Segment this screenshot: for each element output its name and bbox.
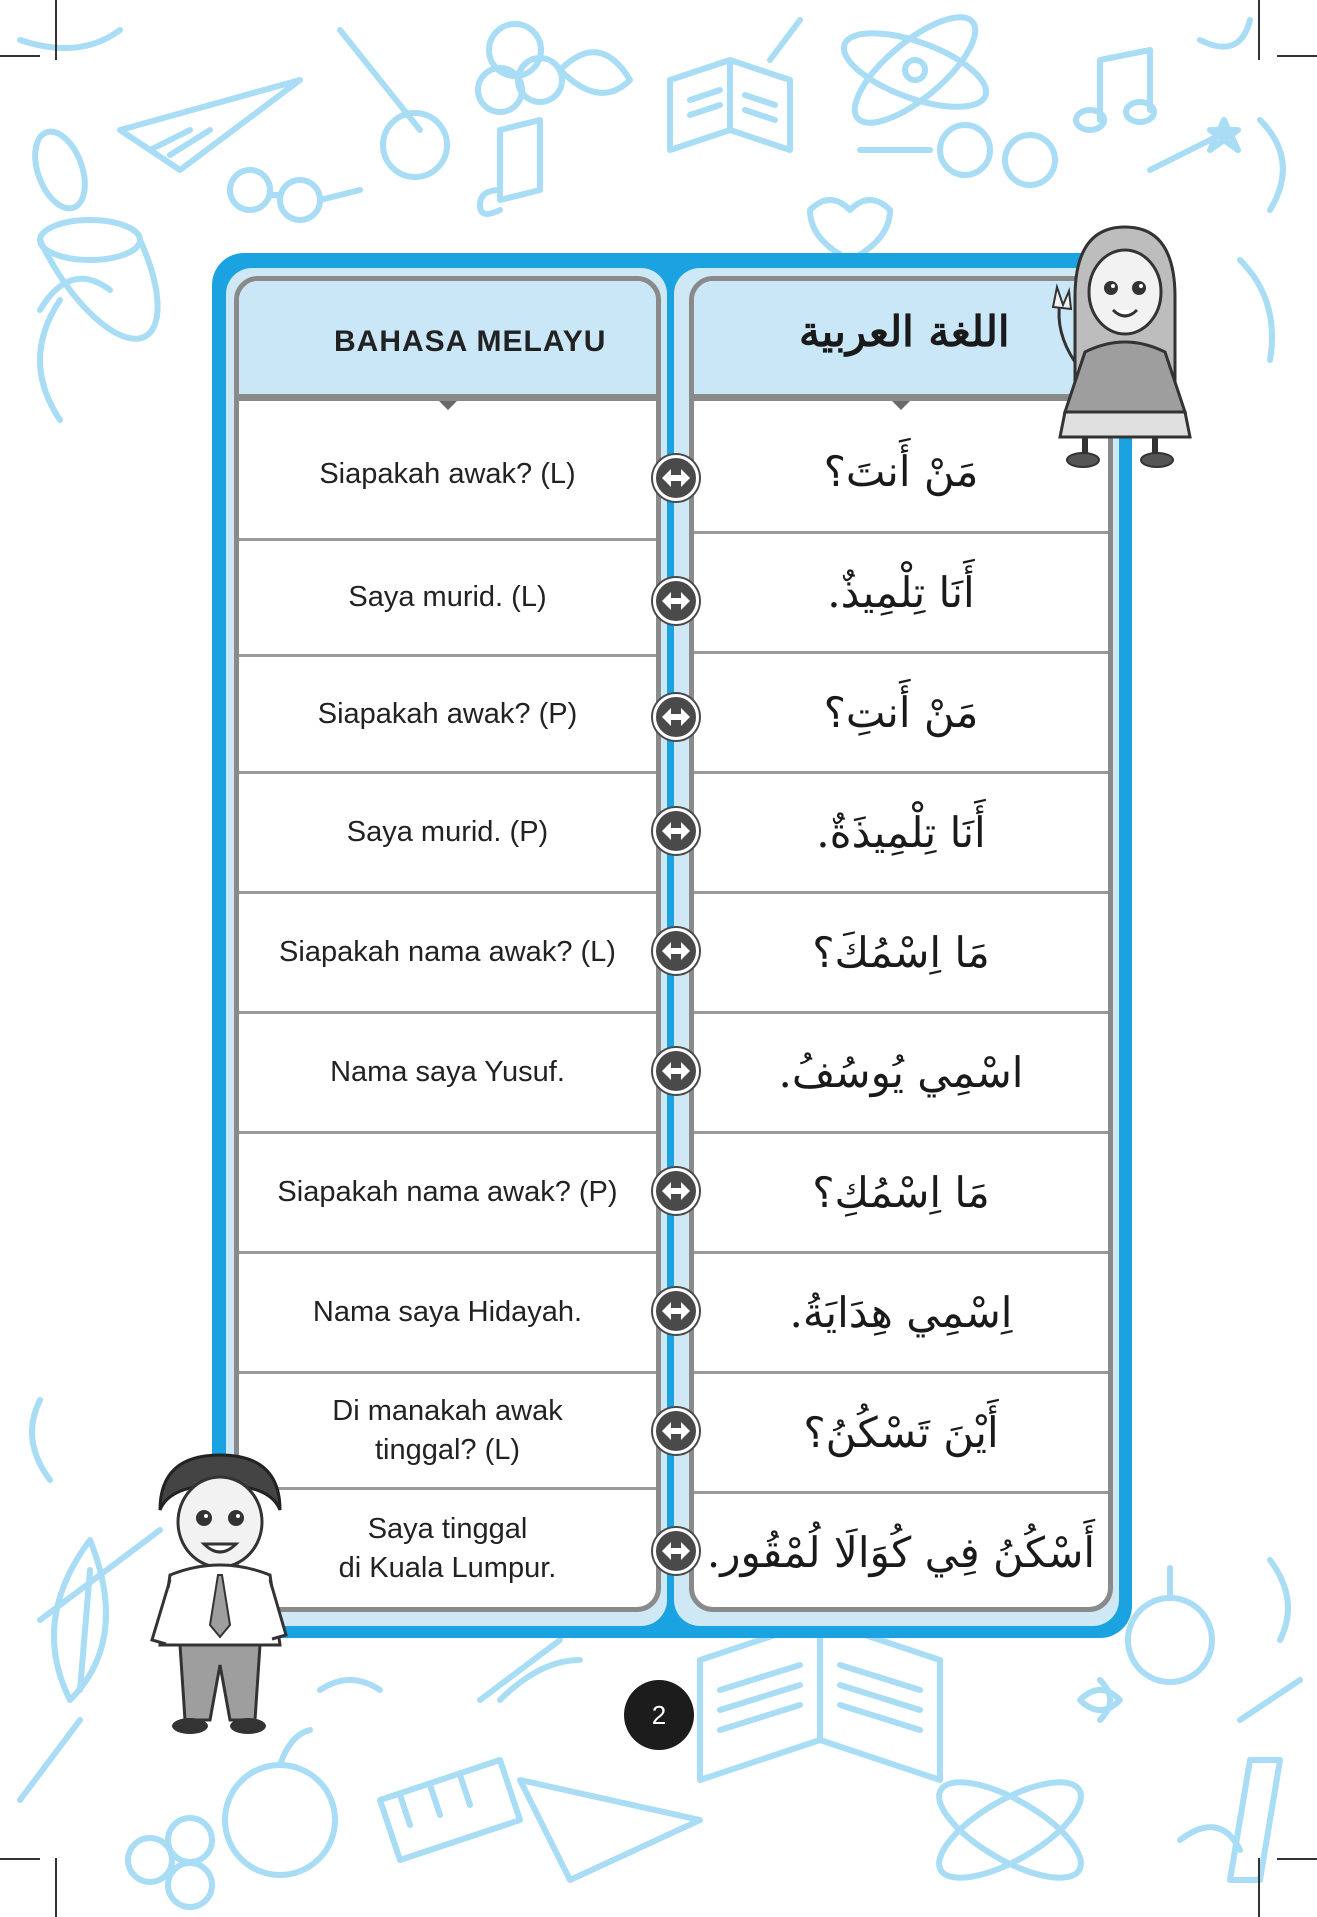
malay-phrase: Saya tinggal di Kuala Lumpur. bbox=[338, 1512, 557, 1584]
arabic-phrase: أَيْنَ تَسْكُنُ؟ bbox=[803, 1408, 999, 1457]
girl-in-hijab-illustration bbox=[1045, 222, 1195, 472]
malay-row bbox=[239, 654, 656, 771]
arabic-row bbox=[694, 771, 1108, 891]
malay-phrase: Siapakah nama awak? (P) bbox=[277, 1176, 618, 1208]
arabic-row bbox=[694, 1011, 1108, 1131]
malay-row bbox=[239, 1131, 656, 1251]
page-number-badge bbox=[628, 1684, 690, 1746]
malay-phrase: Siapakah awak? (P) bbox=[317, 697, 578, 730]
arabic-phrase: مَا اِسْمُكِ؟ bbox=[812, 1168, 990, 1217]
arabic-phrase: مَنْ أَنتَ؟ bbox=[823, 446, 979, 496]
crop-mark bbox=[55, 0, 57, 60]
double-arrow-icon bbox=[653, 1408, 699, 1454]
malay-row bbox=[239, 538, 656, 654]
malay-row bbox=[239, 411, 656, 538]
double-arrow-icon bbox=[653, 1528, 699, 1574]
arabic-column bbox=[689, 276, 1113, 1612]
crop-mark bbox=[0, 1858, 40, 1860]
malay-phrase: Saya murid. (L) bbox=[348, 581, 547, 613]
arabic-header-label: اللغة العربية bbox=[799, 307, 1010, 356]
arabic-phrase: اِسْمِي هِدَايَةُ. bbox=[789, 1288, 1013, 1337]
arabic-phrase: أَنَا تِلْمِيذَةٌ. bbox=[816, 808, 986, 857]
malay-row bbox=[239, 771, 656, 891]
arabic-phrase: مَنْ أَنتِ؟ bbox=[823, 688, 979, 737]
double-arrow-icon bbox=[653, 1288, 699, 1334]
arabic-row bbox=[694, 651, 1108, 771]
arabic-phrase: أَسْكُنُ فِي كُوَالَا لُمْقُور. bbox=[706, 1528, 1096, 1577]
arabic-row bbox=[694, 891, 1108, 1011]
arabic-row bbox=[694, 1131, 1108, 1251]
malay-row bbox=[239, 1371, 656, 1487]
malay-row bbox=[239, 1011, 656, 1131]
page-number: 2 bbox=[651, 1699, 667, 1730]
arabic-row bbox=[694, 1491, 1108, 1611]
crop-mark bbox=[1258, 0, 1260, 60]
double-arrow-icon bbox=[653, 455, 699, 501]
arabic-row bbox=[694, 1371, 1108, 1491]
malay-column-header bbox=[239, 281, 656, 401]
double-arrow-icon bbox=[653, 1048, 699, 1094]
malay-row bbox=[239, 1251, 656, 1371]
malay-header-label: BAHASA MELAYU bbox=[334, 325, 607, 358]
malay-phrase: Nama saya Yusuf. bbox=[330, 1056, 565, 1088]
malay-phrase: Siapakah awak? (L) bbox=[319, 458, 576, 490]
arabic-phrase: اسْمِي يُوسُفُ. bbox=[778, 1048, 1024, 1097]
double-arrow-icon bbox=[653, 694, 699, 740]
crop-mark bbox=[1277, 55, 1317, 57]
double-arrow-icon bbox=[653, 808, 699, 854]
double-arrow-icon bbox=[653, 928, 699, 974]
malay-phrase: Di manakah awak tinggal? (L) bbox=[332, 1394, 563, 1466]
crop-mark bbox=[55, 1858, 57, 1917]
double-arrow-icon bbox=[653, 578, 699, 624]
arabic-phrase: مَا اِسْمُكَ؟ bbox=[812, 928, 990, 977]
crop-mark bbox=[0, 55, 40, 57]
malay-row bbox=[239, 891, 656, 1011]
double-arrow-icon bbox=[653, 1168, 699, 1214]
crop-mark bbox=[1258, 1858, 1260, 1917]
malay-phrase: Saya murid. (P) bbox=[346, 816, 549, 848]
schoolboy-illustration bbox=[140, 1450, 290, 1740]
malay-column bbox=[234, 276, 661, 1612]
malay-phrase: Siapakah nama awak? (L) bbox=[279, 936, 616, 968]
crop-mark bbox=[1277, 1858, 1317, 1860]
arabic-row bbox=[694, 531, 1108, 651]
malay-row bbox=[239, 1487, 656, 1607]
arabic-row bbox=[694, 1251, 1108, 1371]
arabic-phrase: أَنَا تِلْمِيذٌ. bbox=[827, 568, 975, 617]
malay-phrase: Nama saya Hidayah. bbox=[312, 1296, 583, 1328]
